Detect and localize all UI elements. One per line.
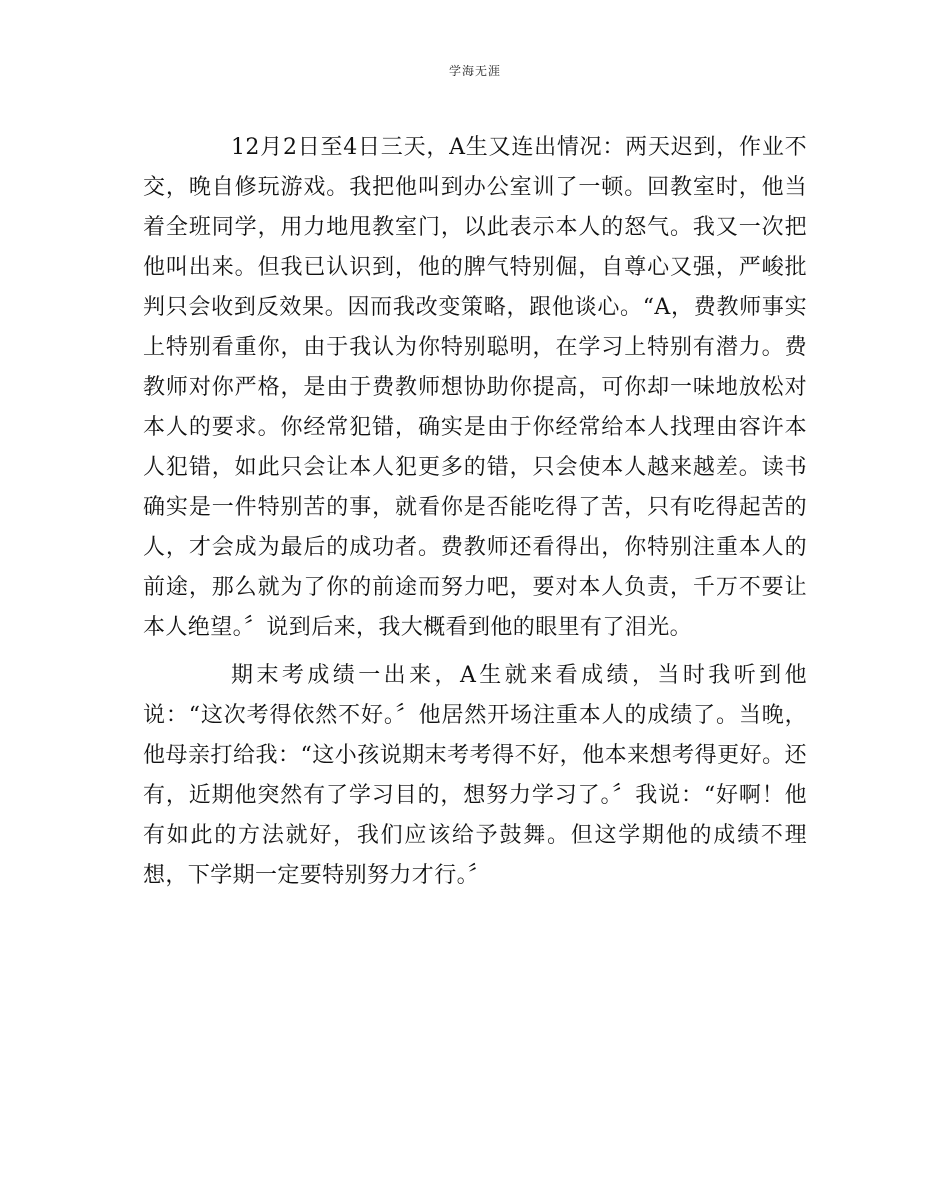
document-body [143, 128, 807, 896]
paragraph: 12月2日至4日三天，A生又连出情况：两天迟到，作业不交，晚自修玩游戏。我把他叫到办公室训了一顿。回教室时，他当着全班同学，用力地甩教室门，以此表示本人的怒气。我又一次把他叫出来。但我已认识到，他的脾气特别倔，自尊心又强，严峻批判只会收到反效果。因而我改变策略，跟他谈心。“A，费教师事实上特别看重你，由于我认为你特别聪明，在学习上特别有潜力。费教师对你严格，是由于费教师想协助你提高，可你却一味地放松对本人的要求。你经常犯错，确实是由于你经常给本人找理由容许本人犯错，如此只会让本人犯更多的错，只会使本人越来越差。读书确实是一件特别苦的事，就看你是否能吃得了苦，只有吃得起苦的人，才会成为最后的成功者。费教师还看得出，你特别注重本人的前途，那么就为了你的前途而努力吧，要对本人负责，千万不要让本人绝望。〞说到后来，我大概看到他的眼里有了泪光。 [143, 135, 807, 640]
page-header: 学海无涯 [448, 64, 501, 78]
paragraph: 期末考成绩一出来，A生就来看成绩，当时我听到他说：“这次考得依然不好。〞他居然开场注重本人的成绩了。当晚，他母亲打给我：“这小孩说期末考考得不好，他本来想考得更好。还有，近期他突然有了学习目的，想努力学习了。〞我说：“好啊！他有如此的方法就好，我们应该给予鼓舞。但这学期他的成绩不理想，下学期一定要特别努力才行。〞 [143, 663, 807, 888]
